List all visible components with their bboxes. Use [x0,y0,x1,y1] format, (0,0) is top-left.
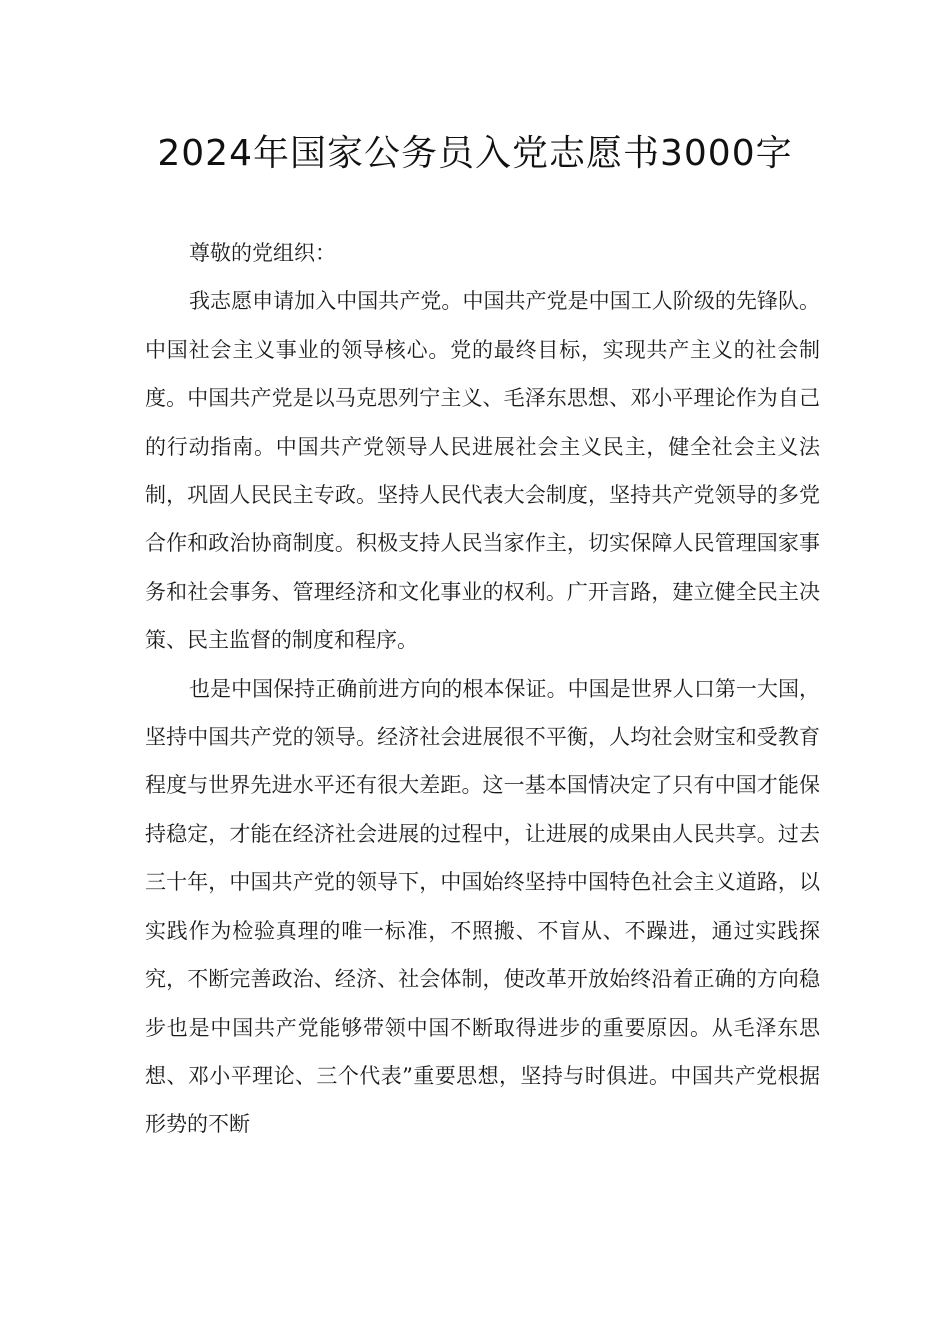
paragraph-1: 我志愿申请加入中国共产党。中国共产党是中国工人阶级的先锋队。中国社会主义事业的领导核心。党的最终目标，实现共产主义的社会制度。中国共产党是以马克思列宁主义、毛泽东思想、邓小平理论作为自己的行动指南。中国共产党领导人民进展社会主义民主，健全社会主义法制，巩固人民民主专政。坚持人民代表大会制度，坚持共产党领导的多党合作和政治协商制度。积极支持人民当家作主，切实保障人民管理国家事务和社会事务、管理经济和文化事业的权利。广开言路，建立健全民主决策、民主监督的制度和程序。 [145,289,820,653]
document-title: 2024年国家公务员入党志愿书3000字 [157,133,793,174]
salutation: 尊敬的党组织： [189,241,336,265]
document-body [145,229,820,1149]
paragraph-2: 也是中国保持正确前进方向的根本保证。中国是世界人口第一大国，坚持中国共产党的领导。经济社会进展很不平衡，人均社会财宝和受教育程度与世界先进水平还有很大差距。这一基本国情决定了只有中国才能保持稳定，才能在经济社会进展的过程中，让进展的成果由人民共享。过去三十年，中国共产党的领导下，中国始终坚持中国特色社会主义道路，以实践作为检验真理的唯一标准，不照搬、不盲从、不躁进，通过实践探究，不断完善政治、经济、社会体制，使改革开放始终沿着正确的方向稳步也是中国共产党能够带领中国不断取得进步的重要原因。从毛泽东思想、邓小平理论、三个代表”重要思想，坚持与时俱进。中国共产党根据形势的不断 [145,676,820,1137]
